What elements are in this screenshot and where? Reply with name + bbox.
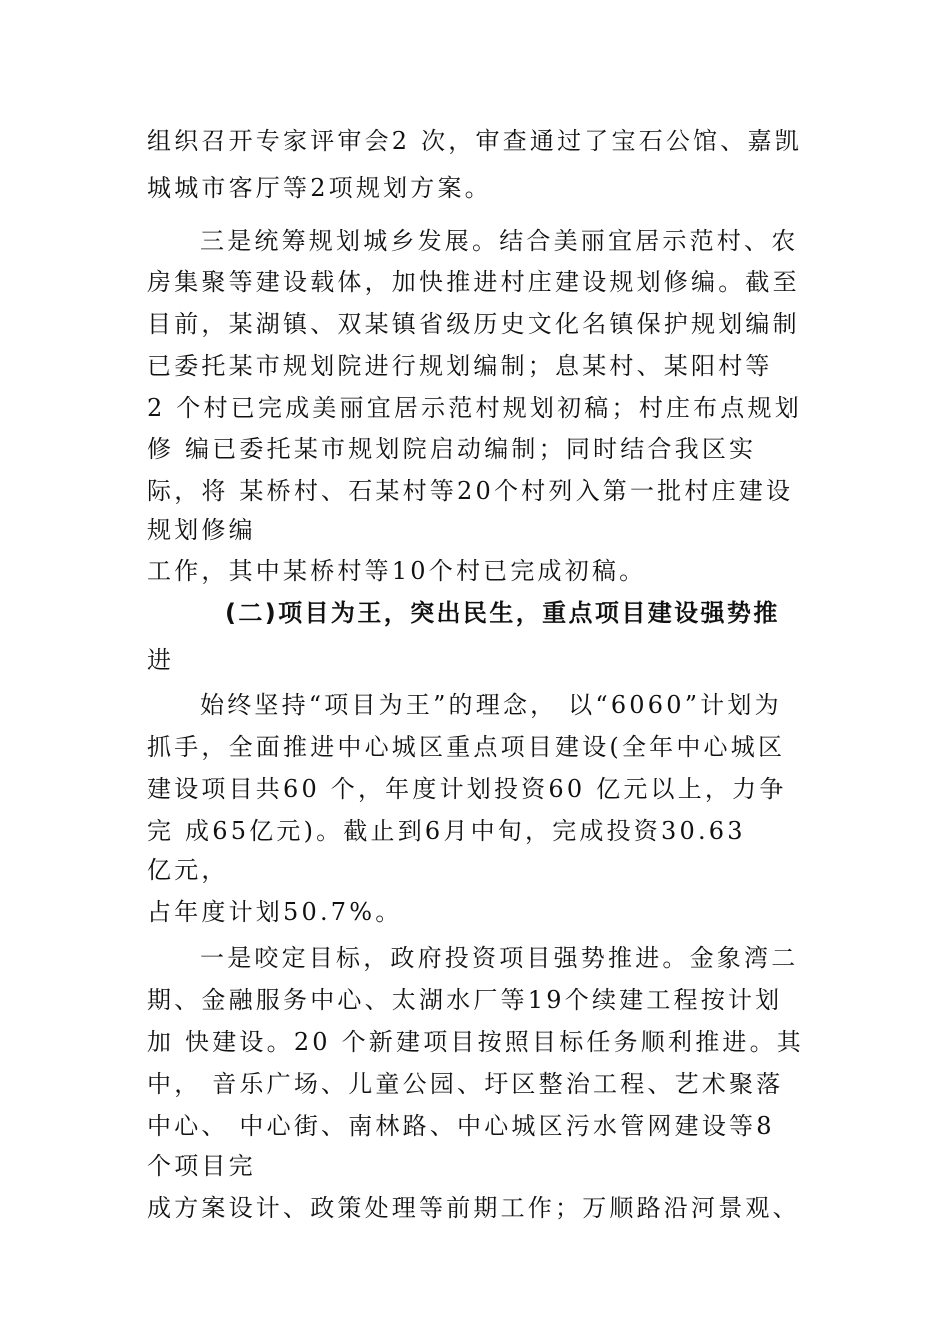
text-line: 修 编已委托某市规划院启动编制；同时结合我区实 xyxy=(147,435,757,463)
text-line: 期、金融服务中心、太湖水厂等19个续建工程按计划 xyxy=(147,986,783,1014)
paragraph-start: 始终坚持“项目为王”的理念， 以“6060”计划为 xyxy=(200,691,782,719)
text-line: 际，将 某桥村、石某村等20个村列入第一批村庄建设 xyxy=(147,477,794,505)
text-line: 工作，其中某桥村等10个村已完成初稿。 xyxy=(147,557,647,585)
text-line: 加 快建设。20 个新建项目按照目标任务顺利推进。其 xyxy=(147,1028,804,1056)
text-line: 亿元， xyxy=(147,856,229,884)
text-line: 建设项目共60 个，年度计划投资60 亿元以上，力争 xyxy=(147,775,787,803)
text-line: 组织召开专家评审会2 次，审查通过了宝石公馆、嘉凯 xyxy=(147,127,802,155)
text-line: 2 个村已完成美丽宜居示范村规划初稿；村庄布点规划 xyxy=(147,394,802,422)
text-line: 中， 音乐广场、儿童公园、圩区整治工程、艺术聚落 xyxy=(147,1070,784,1098)
text-line: 个项目完 xyxy=(147,1152,256,1180)
text-line: 中心、 中心街、南林路、中心城区污水管网建设等8 xyxy=(147,1112,775,1140)
paragraph-start: 一是咬定目标，政府投资项目强势推进。金象湾二 xyxy=(200,944,799,972)
text-line: 城城市客厅等2项规划方案。 xyxy=(147,174,492,202)
text-line: 已委托某市规划院进行规划编制；息某村、某阳村等 xyxy=(147,352,773,380)
text-line: 成方案设计、政策处理等前期工作；万顺路沿河景观、 xyxy=(147,1194,800,1222)
section-heading: (二)项目为王，突出民生，重点项目建设强势推 xyxy=(225,599,780,627)
section-heading-continuation: 进 xyxy=(147,646,175,674)
text-line: 房集聚等建设载体，加快推进村庄建设规划修编。截至 xyxy=(147,268,800,296)
text-line: 规划修编 xyxy=(147,516,256,544)
paragraph-start: 三是统筹规划城乡发展。结合美丽宜居示范村、农 xyxy=(200,227,799,255)
text-line: 目前，某湖镇、双某镇省级历史文化名镇保护规划编制 xyxy=(147,310,800,338)
text-line: 占年度计划50.7%。 xyxy=(147,898,403,926)
text-line: 抓手，全面推进中心城区重点项目建设(全年中心城区 xyxy=(147,733,786,761)
text-line: 完 成65亿元)。截止到6月中旬，完成投资30.63 xyxy=(147,817,746,845)
